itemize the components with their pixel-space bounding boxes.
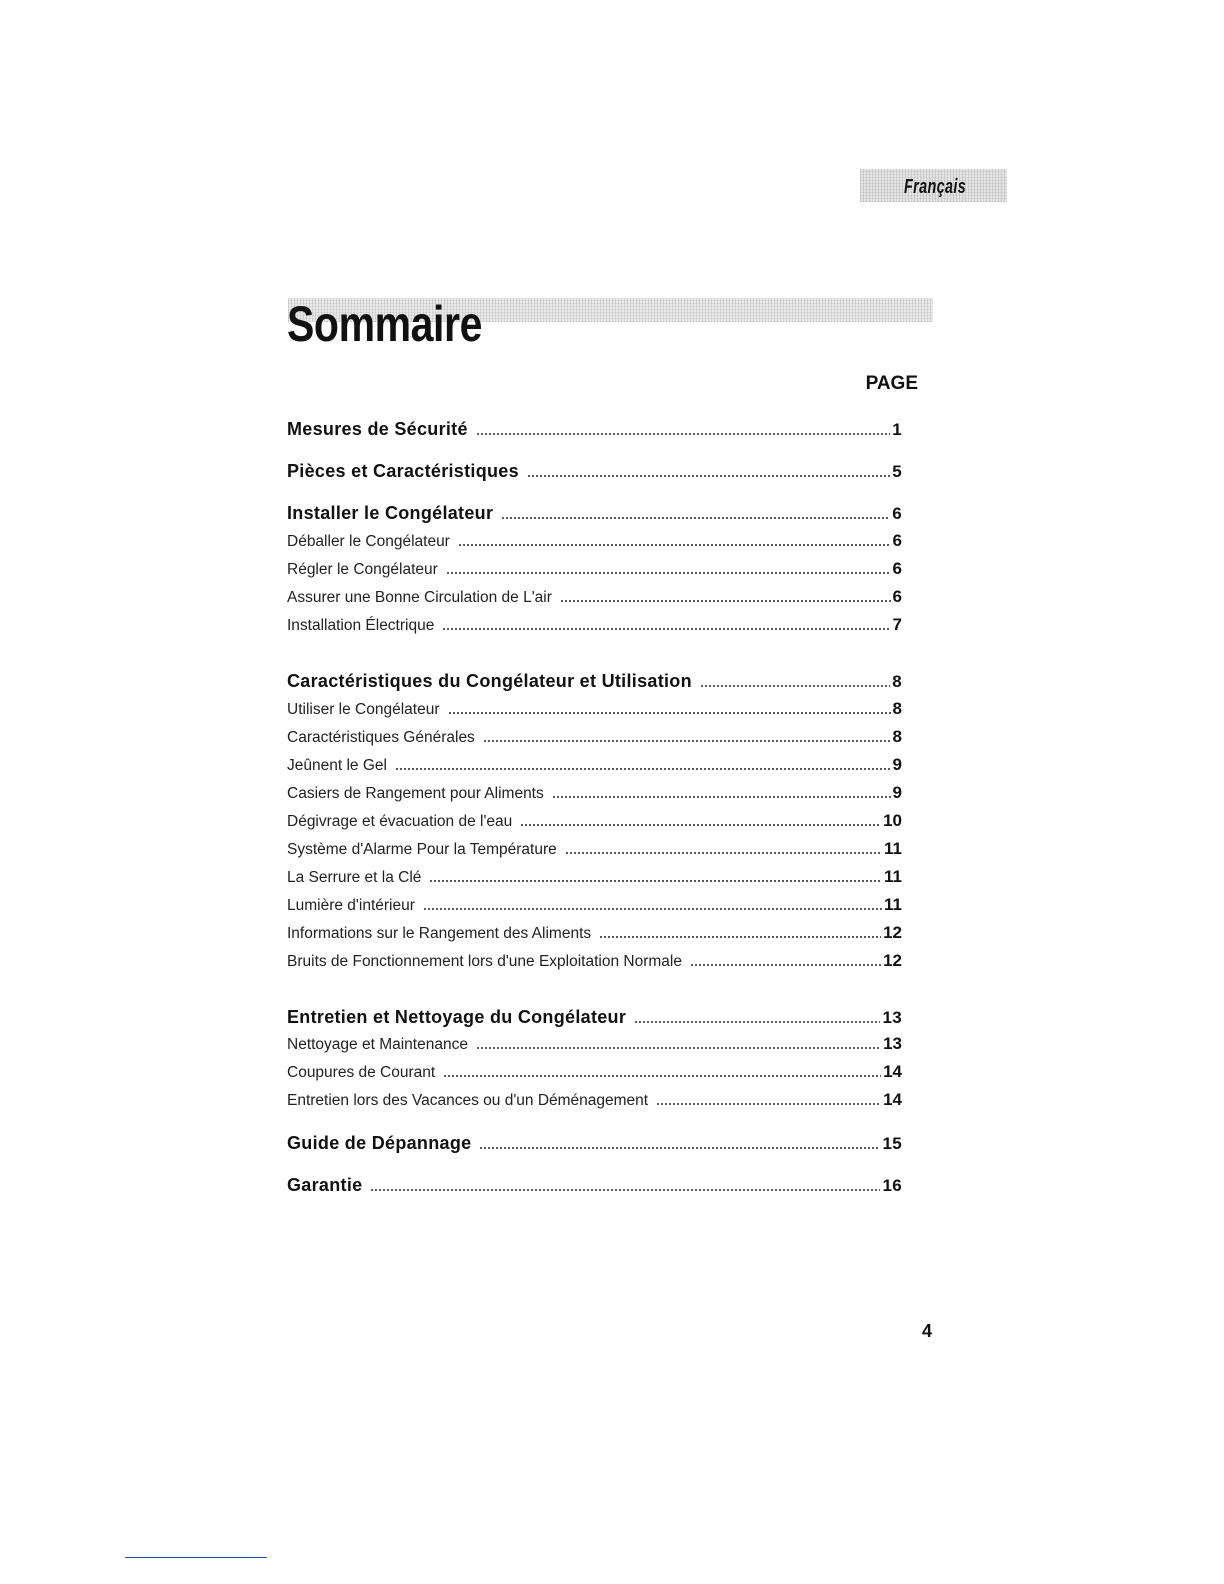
toc-leader-dots	[552, 784, 891, 800]
toc-entry	[287, 867, 902, 887]
toc-entry-page: 11	[884, 895, 902, 914]
page-number: 4	[921, 1321, 932, 1341]
toc-entry	[287, 531, 902, 551]
toc-entry-page: 14	[883, 1062, 902, 1081]
toc-entry-label: Caractéristiques Générales	[287, 729, 475, 746]
toc-entry-page: 13	[883, 1034, 902, 1053]
toc-leader-dots	[448, 700, 891, 716]
toc-entry	[287, 1090, 902, 1110]
toc-entry-page: 6	[892, 531, 902, 550]
toc-leader-dots	[560, 588, 891, 604]
toc-leader-dots	[634, 1006, 880, 1024]
toc-leader-dots	[423, 896, 882, 912]
toc-entry	[287, 895, 902, 915]
page-title: Sommaire	[287, 296, 482, 352]
toc-entry	[287, 951, 902, 971]
toc-entry-page: 13	[882, 1008, 902, 1027]
toc-entry-label: Installer le Congélateur	[287, 503, 494, 523]
toc-entry-label: Informations sur le Rangement des Aliments	[287, 925, 592, 942]
toc-leader-dots	[520, 812, 881, 828]
toc-entry	[287, 923, 902, 943]
toc-entry-label: Nettoyage et Maintenance	[287, 1036, 468, 1053]
toc-entry	[287, 1006, 902, 1028]
toc-entry-label: Pièces et Caractéristiques	[287, 461, 519, 481]
toc-entry-label: Assurer une Bonne Circulation de L'air	[287, 589, 552, 606]
footer-rule	[125, 1557, 267, 1558]
toc-entry-page: 9	[892, 783, 902, 802]
toc-entry-label: Système d'Alarme Pour la Température	[287, 841, 557, 858]
toc-entry-page: 10	[883, 811, 902, 830]
toc-leader-dots	[442, 616, 890, 632]
toc-entry	[287, 699, 902, 719]
toc-entry	[287, 1174, 902, 1196]
toc-entry-label: Garantie	[287, 1175, 363, 1195]
toc-leader-dots	[599, 924, 881, 940]
toc-entry	[287, 587, 902, 607]
toc-entry	[287, 1034, 902, 1054]
toc-leader-dots	[446, 560, 891, 576]
toc-entry-label: Entretien et Nettoyage du Congélateur	[287, 1007, 627, 1027]
toc-entry	[287, 559, 902, 579]
toc-entry	[287, 783, 902, 803]
toc-leader-dots	[501, 502, 890, 520]
toc-entry	[287, 502, 902, 524]
toc-entry-page: 5	[892, 462, 902, 481]
toc-entry-page: 9	[892, 755, 902, 774]
toc-entry-page: 12	[883, 951, 902, 970]
toc-entry-label: Jeûnent le Gel	[287, 757, 387, 774]
toc-entry-page: 16	[882, 1176, 902, 1195]
toc-entry	[287, 839, 902, 859]
toc-entry	[287, 460, 902, 482]
toc-entry	[287, 670, 902, 692]
toc-entry-page: 7	[892, 615, 902, 634]
toc-entry-page: 6	[892, 504, 902, 523]
toc-leader-dots	[429, 868, 882, 884]
toc-entry-label: Guide de Dépannage	[287, 1133, 472, 1153]
page-column-header: PAGE	[865, 373, 918, 394]
toc-leader-dots	[527, 460, 890, 478]
toc-entry-page: 15	[882, 1134, 902, 1153]
toc-entry-label: Entretien lors des Vacances ou d'un Déménagement	[287, 1092, 649, 1109]
toc-leader-dots	[565, 840, 882, 856]
toc-leader-dots	[700, 670, 890, 688]
toc-entry	[287, 727, 902, 747]
toc-entry-label: Mesures de Sécurité	[287, 419, 468, 439]
toc-entry	[287, 1062, 902, 1082]
toc-entry	[287, 1132, 902, 1154]
toc-entry	[287, 811, 902, 831]
toc-leader-dots	[656, 1091, 881, 1107]
toc-entry-label: Bruits de Fonctionnement lors d'une Exploitation Normale	[287, 953, 682, 970]
toc-leader-dots	[483, 728, 891, 744]
toc-entry-label: La Serrure et la Clé	[287, 869, 422, 886]
toc-leader-dots	[476, 1035, 881, 1051]
language-label: Français	[904, 176, 967, 198]
toc-entry-label: Lumière d'intérieur	[287, 897, 415, 914]
toc-entry-page: 14	[883, 1090, 902, 1109]
toc-entry-label: Coupures de Courant	[287, 1064, 436, 1081]
toc-entry-label: Caractéristiques du Congélateur et Utilisation	[287, 671, 692, 691]
toc-entry-page: 11	[884, 867, 902, 886]
toc-entry-label: Dégivrage et évacuation de l'eau	[287, 813, 513, 830]
toc-entry	[287, 418, 902, 440]
toc-leader-dots	[476, 418, 890, 436]
toc-entry-label: Utiliser le Congélateur	[287, 701, 440, 718]
toc-entry	[287, 755, 902, 775]
toc-entry-label: Déballer le Congélateur	[287, 533, 450, 550]
toc-entry-page: 8	[892, 727, 902, 746]
toc-entry-page: 8	[892, 699, 902, 718]
toc-leader-dots	[395, 756, 891, 772]
toc-entry-label: Régler le Congélateur	[287, 561, 438, 578]
toc-entry-label: Casiers de Rangement pour Aliments	[287, 785, 544, 802]
toc-leader-dots	[370, 1174, 880, 1192]
toc-entry-page: 11	[884, 839, 902, 858]
toc-leader-dots	[479, 1132, 880, 1150]
toc-entry-page: 1	[892, 420, 902, 439]
toc-leader-dots	[443, 1063, 881, 1079]
toc-entry-label: Installation Électrique	[287, 617, 435, 634]
toc-entry-page: 8	[892, 672, 902, 691]
toc-leader-dots	[458, 532, 891, 548]
toc-entry-page: 6	[892, 559, 902, 578]
toc-leader-dots	[690, 952, 881, 968]
toc-entry	[287, 615, 902, 635]
toc-entry-page: 6	[892, 587, 902, 606]
toc-entry-page: 12	[883, 923, 902, 942]
